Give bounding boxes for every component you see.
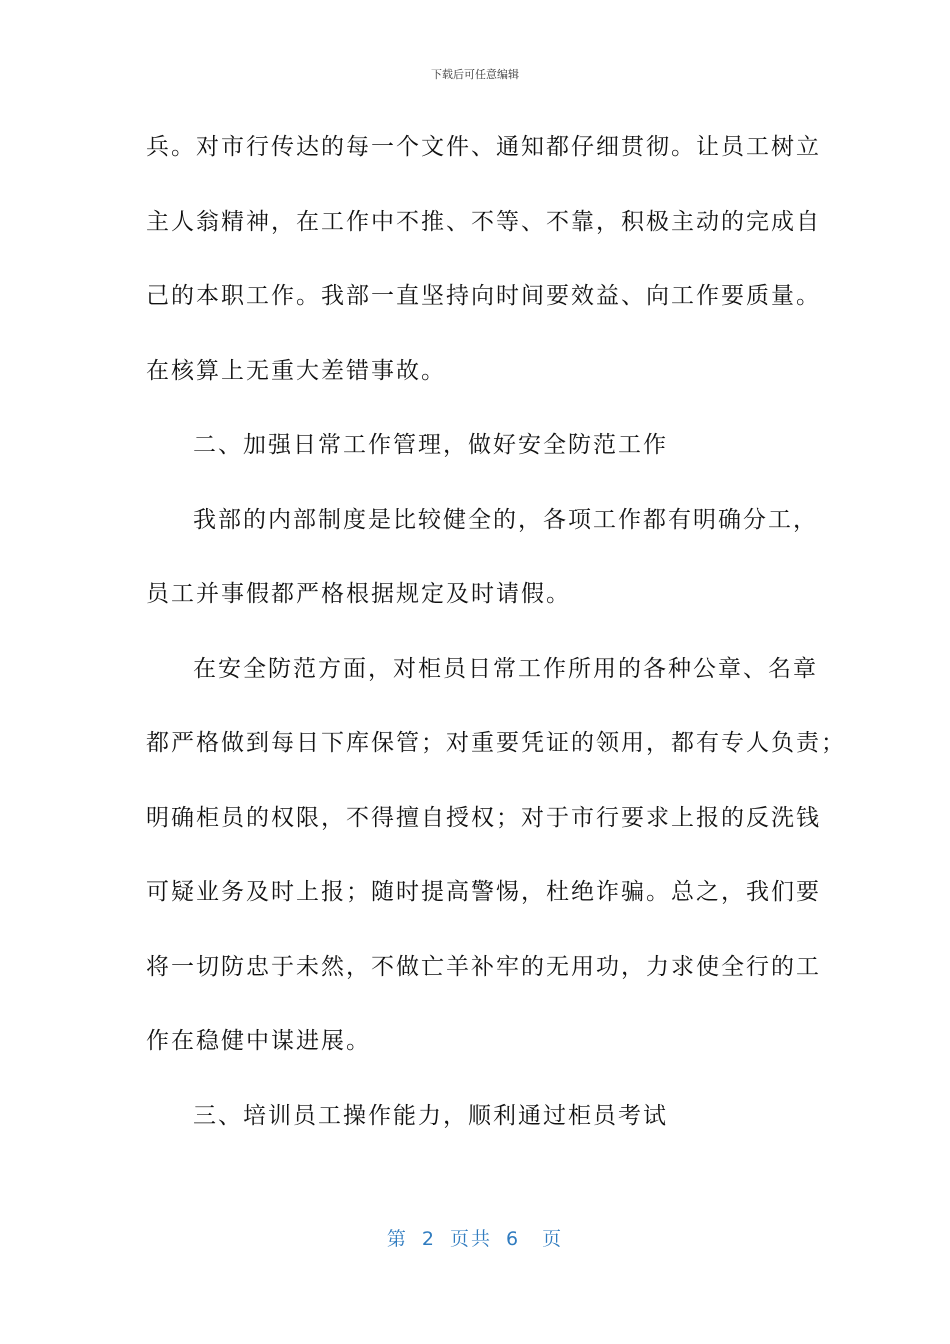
page-header: 下载后可任意编辑	[431, 68, 519, 81]
paragraph-line: 主人翁精神，在工作中不推、不等、不靠，积极主动的完成自	[146, 208, 821, 235]
paragraph-line: 明确柜员的权限，不得擅自授权；对于市行要求上报的反洗钱	[146, 804, 821, 831]
paragraph-line: 员工并事假都严格根据规定及时请假。	[146, 581, 571, 607]
page-prefix: 第	[386, 1228, 408, 1250]
page-suffix: 页	[542, 1228, 564, 1250]
paragraph-line: 我部的内部制度是比较健全的，各项工作都有明确分工，	[193, 506, 818, 533]
page-number: 2	[421, 1228, 436, 1250]
total-pages: 6	[506, 1228, 521, 1250]
paragraph-line: 在核算上无重大差错事故。	[146, 357, 446, 384]
paragraph-line: 在安全防范方面，对柜员日常工作所用的各种公章、名章	[193, 655, 818, 682]
paragraph-line: 将一切防忠于未然，不做亡羊补牢的无用功，力求使全行的工	[146, 953, 821, 980]
section-heading: 三、培训员工操作能力，顺利通过柜员考试	[193, 1102, 668, 1129]
document-body	[146, 127, 846, 1170]
paragraph-line: 兵。对市行传达的每一个文件、通知都仔细贯彻。让员工树立	[146, 134, 821, 160]
section-heading: 二、加强日常工作管理，做好安全防范工作	[193, 432, 668, 458]
page-middle: 页共	[449, 1228, 492, 1250]
paragraph-line: 可疑业务及时上报；随时提高警惕，杜绝诈骗。总之，我们要	[146, 879, 821, 905]
paragraph-line: 己的本职工作。我部一直坚持向时间要效益、向工作要质量。	[146, 283, 821, 309]
page-footer	[0, 1224, 950, 1251]
paragraph-line: 都严格做到每日下库保管；对重要凭证的领用，都有专人负责；	[146, 730, 846, 756]
paragraph-line: 作在稳健中谋进展。	[146, 1028, 371, 1054]
